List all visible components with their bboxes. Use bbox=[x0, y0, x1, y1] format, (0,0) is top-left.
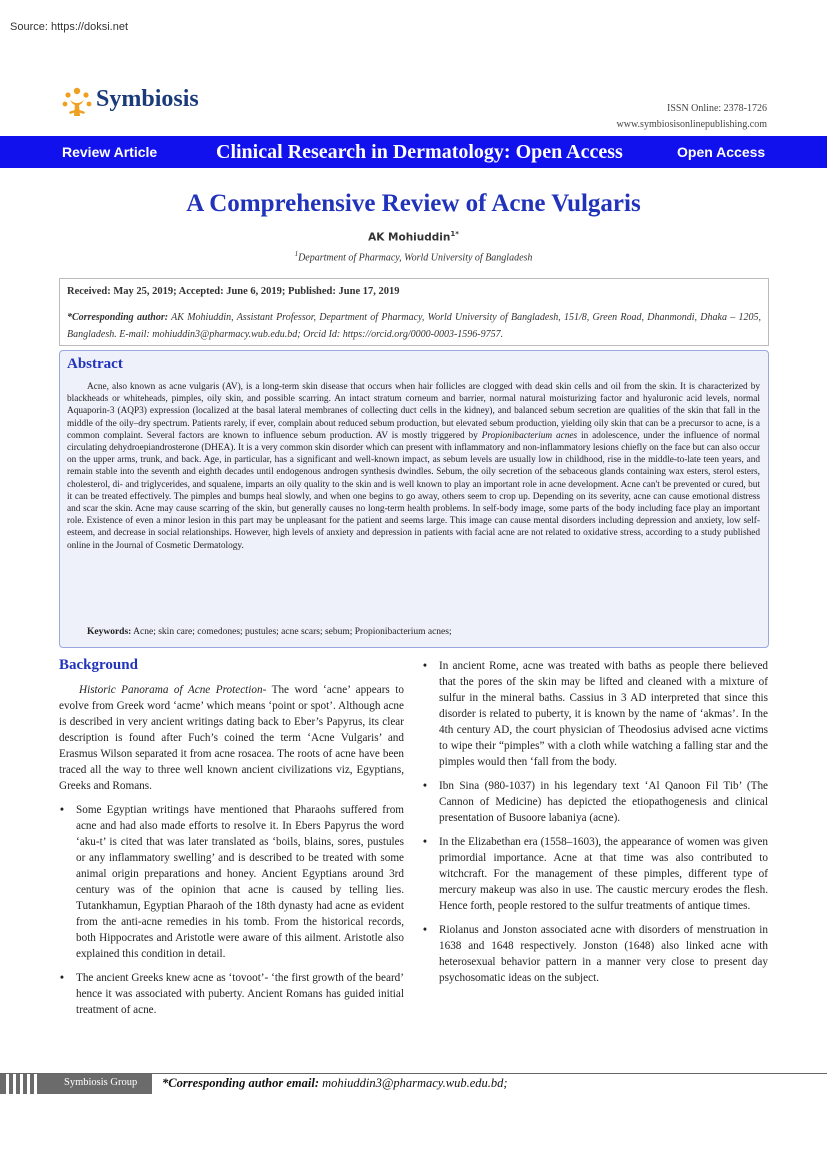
background-intro bbox=[59, 682, 404, 794]
list-item: • The ancient Greeks knew acne as ‘tovoot’- ‘the first growth of the beard’ hence it was associated with puberty. Ancient Romans has guided initial treatment of acne. bbox=[59, 970, 404, 1018]
left-bullet-list bbox=[59, 802, 404, 1018]
author-line bbox=[0, 230, 827, 244]
article-type-label: Review Article bbox=[62, 144, 158, 160]
background-heading: Background bbox=[59, 657, 138, 673]
author-superscript: 1* bbox=[450, 230, 459, 238]
corr-text: AK Mohiuddin, Assistant Professor, Department of Pharmacy, World University of Bangladesh, 151/8, Green Road, Dhanmondi, Dhaka – 1205, Bangladesh. E-mail: mohiuddin3@pharmacy.wub.edu.bd; Orcid Id: https://orcid.org/0000-0003-1596-9757. bbox=[67, 312, 761, 340]
journal-logo-text: Symbiosis bbox=[96, 86, 199, 112]
footer-email bbox=[162, 1076, 508, 1091]
issn-block bbox=[617, 101, 767, 133]
keywords bbox=[87, 627, 452, 637]
keywords-list: Acne; skin care; comedones; pustules; acne scars; sebum; Propionibacterium acnes; bbox=[131, 627, 452, 637]
publication-dates: Received: May 25, 2019; Accepted: June 6, 2019; Published: June 17, 2019 bbox=[67, 286, 400, 297]
abstract-italic: Propionibacterium acnes bbox=[481, 430, 578, 441]
list-item: • Ibn Sina (980-1037) in his legendary text ‘Al Qanoon Fil Tib’ (The Cannon of Medicine) has depicted the etiopathogenesis and clinical presentation of Busoore labaniya (acne). bbox=[422, 778, 768, 826]
affiliation-text: Department of Pharmacy, World University of Bangladesh bbox=[298, 252, 533, 264]
list-item: • Some Egyptian writings have mentioned that Pharaohs suffered from acne and had also made efforts to resolve it. In Ebers Papyrus the word ‘aku-t’ is cited that was later translated as ‘boils, blains, sores, pustules or any inflammatory swelling’ and is described to be treated with some animal origin preparations and honey. Ancient Egyptians around 3rd century was of the opinion that acne is caused by telling lies. Tutankhamun, Egyptian Pharaoh of the 18th dynasty had acne as evident from the anti-acne remedies in his tomb. From the historical records, both Hippocrates and Aristotle were aware of this ailment. Aristotle also explained this condition in detail. bbox=[59, 802, 404, 962]
open-access-label: Open Access bbox=[677, 144, 766, 160]
website-text: www.symbiosisonlinepublishing.com bbox=[616, 119, 767, 130]
list-item: • Riolanus and Jonston associated acne with disorders of menstruation in 1638 and 1648 respectively. Jonston (1648) also linked acne with heterosexual behavior pattern in a manner very close to present day psychosomatic ideas on the subject. bbox=[422, 922, 768, 986]
right-column bbox=[422, 658, 768, 994]
footer-group-name: Symbiosis Group bbox=[64, 1077, 138, 1088]
footer-email-address: mohiuddin3@pharmacy.wub.edu.bd; bbox=[322, 1076, 508, 1090]
symbiosis-logo-icon bbox=[60, 86, 94, 118]
issn-text: ISSN Online: 2378-1726 bbox=[667, 103, 767, 114]
footer-email-label: *Corresponding author email: bbox=[162, 1076, 319, 1090]
abstract-heading: Abstract bbox=[67, 356, 123, 372]
journal-name: Clinical Research in Dermatology: Open Access bbox=[216, 141, 623, 163]
keywords-label: Keywords: bbox=[87, 627, 132, 637]
affiliation-superscript: 1 bbox=[294, 250, 299, 258]
right-bullet-list bbox=[422, 658, 768, 986]
source-note: Source: https://doksi.net bbox=[10, 21, 129, 33]
list-item: • In ancient Rome, acne was treated with baths as people there believed that the pores of the skin may be lifted and cleaned with a mixture of sulfur in the mineral baths. Cassius in 3 AD interpreted that since this disorder is related to puberty, it is known by the name of ‘akmas’. In the 4th century AD, the court physician of Theodosius advised acne victims to wipe their “pimples” with a cloth while watching a falling star and the pimples would then ‘fall from the body. bbox=[422, 658, 768, 770]
abstract-part-1: Acne, also known as acne vulgaris (AV), is a long-term skin disease that occurs when hair follicles are clogged with dead skin cells and oil from the skin. It is characterized by blackheads or whiteheads, pimples, oily skin, and possible scarring. An intact stratum corneum and barrier, normal natural moisturizing factor and hyaluronic acid levels, normal Aquaporin-3 (AQP3) expression (localized at the basal lateral membranes of collecting duct cells in the kidney), and balanced sebum secretion are qualities of the skin that fall in the middle of the oily–dry spectrum. Patients rarely, if ever, complain about reduced sebum production, but elevated sebum production, yielding oily skin that can be a precursor to acne, is a common complaint. Several factors are known to influence sebum production. AV is mostly triggered by bbox=[67, 382, 760, 441]
corr-label: *Corresponding author: bbox=[67, 312, 169, 323]
abstract-text bbox=[67, 381, 760, 552]
intro-italic: Historic Panorama of Acne Protection- bbox=[79, 684, 267, 696]
journal-banner bbox=[0, 136, 827, 168]
abstract-part-2: in adolescence, under the influence of normal circulating dehydroepiandrosterone (DHEA). It is a very common skin disorder which can present with inflammatory and non-inflammatory lesions chiefly on the face but can also occur on the upper arms, trunk, and back. Age, in particular, has a significant and well-known impact, as sebum levels are usually low in childhood, rise in the middle-to-late teen years, and remain stable into the seventh and eighth decades until endogenous androgen synthesis dwindles. Sebum, the oily secretion of the sebaceous glands containing wax esters, sterol esters, cholesterol, di- and triglycerides, and squalene, imparts an oily quality to the skin and is well known to play an important role in acne development. Acne can't be prevented or cured, but it can be treated effectively. The pimples and bumps heal slowly, and when one begins to go away, others seem to crop up. Depending on its severity, acne can cause emotional distress and scar the skin. Acne may cause scarring of the skin, but generally causes no long-term health problems. In self-body image, some parts of the body including face play an important role. Existence of even a minor lesion in this part may be unpleasant for the patient and seems large. This image can cause mental disorders including depression and anxiety, low self-esteem, and decrease in social relationships. However, high levels of anxiety and depression in patients with facial acne are not related to oxidative stress, according to a study published online in the Journal of Cosmetic Dermatology. bbox=[67, 430, 760, 551]
affiliation bbox=[0, 250, 827, 263]
author-name: AK Mohiuddin bbox=[368, 231, 451, 244]
corresponding-author-info bbox=[67, 309, 761, 343]
left-column bbox=[59, 682, 404, 1026]
article-title: A Comprehensive Review of Acne Vulgaris bbox=[186, 190, 641, 217]
intro-text: The word ‘acne’ appears to evolve from Greek word ‘acme’ which means ‘point or spot’. Although acne is described in very ancient writings dating back to Eber’s Papyrus, its clear description is found after Fuch’s coined the term ‘Acne Vulgaris’ and Erasmus Wilson separated it from acne rosacea. The roots of acne have been traced all the way to three well known ancient civilizations viz, Egyptians, Greeks and Romans. bbox=[59, 684, 404, 792]
list-item: • In the Elizabethan era (1558–1603), the appearance of women was given primordial importance. Acne at that time was also contributed to witchcraft. For the management of these pimples, different type of mercury makeup was also in use. The caustic mercury erodes the flesh. Hence forth, people restored to the sulfur treatments of antique times. bbox=[422, 834, 768, 914]
